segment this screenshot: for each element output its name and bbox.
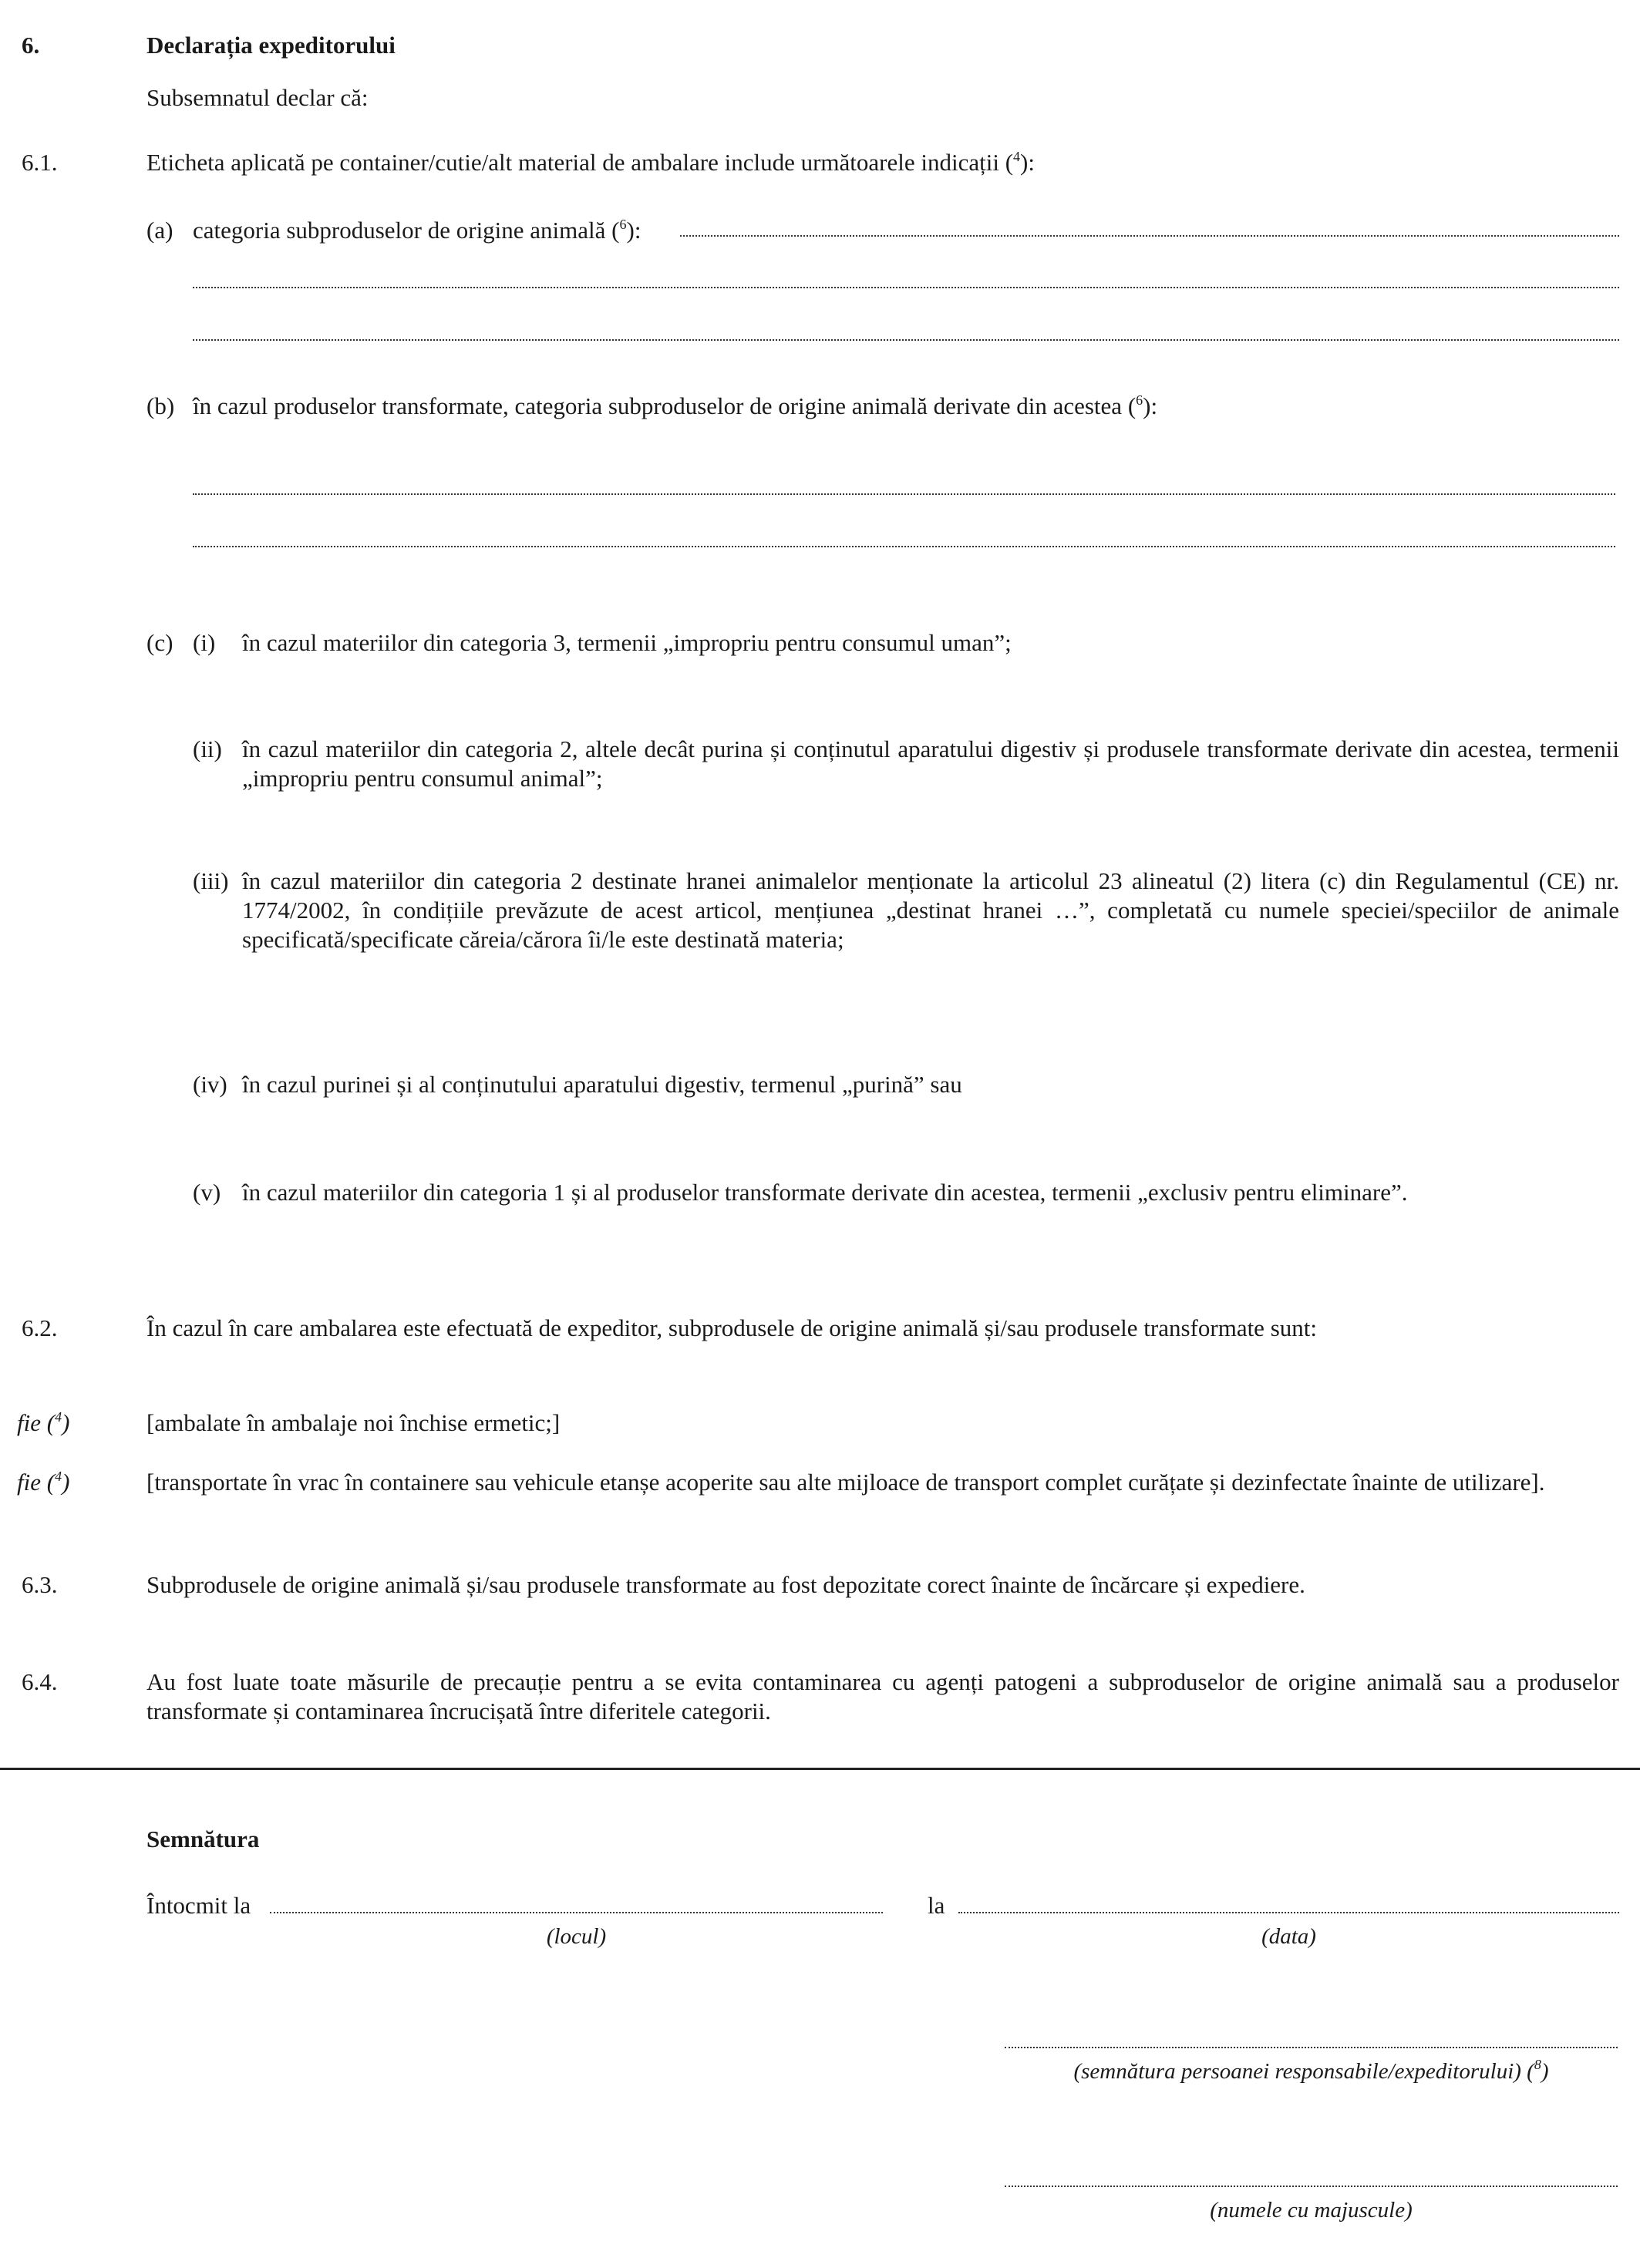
s62-option-label-text: fie (: [17, 1409, 56, 1436]
place-label: Întocmit la: [146, 1892, 251, 1919]
s61-b-footnote-ref: 6: [1136, 392, 1143, 408]
section-divider: [0, 1768, 1640, 1770]
s62-option-label-tail: ): [62, 1469, 70, 1496]
s61-b-label: (b): [146, 392, 175, 419]
s61-b-fill-line-2[interactable]: [193, 546, 1615, 547]
s64-text: Au fost luate toate măsurile de precauție pentru a se evita contaminarea cu agenți patogeni a subproduselor de origine animală sau a produselor transformate și contaminarea încrucișată între diferitele categorii.: [146, 1668, 1619, 1725]
s62-number: 6.2.: [22, 1314, 58, 1341]
signature-footnote-ref: 8: [1534, 2057, 1541, 2072]
s61-a-fill-line-1[interactable]: [680, 235, 1619, 237]
s61-c-item-text: în cazul materiilor din categoria 2, altele decât purina și conținutul aparatului digestiv și produsele transformate derivate din acestea, termenii „impropriu pentru consumul animal”;: [242, 735, 1619, 792]
s61-text-main: Eticheta aplicată pe container/cutie/alt material de ambalare include următoarele indicații (: [146, 149, 1014, 176]
s62-text: În cazul în care ambalarea este efectuată de expeditor, subprodusele de origine animală și/sau produsele transformate sunt:: [146, 1314, 1317, 1341]
s62-option-label-tail: ): [62, 1409, 70, 1436]
place-caption: (locul): [546, 1924, 607, 1949]
s61-c-item-label: (iii): [193, 867, 229, 894]
s61-a-text-tail: ):: [626, 217, 642, 244]
s63-number: 6.3.: [22, 1571, 58, 1598]
s61-number: 6.1.: [22, 149, 58, 176]
section-number: 6.: [22, 32, 40, 59]
s62-option-label-text: fie (: [17, 1469, 56, 1496]
date-field[interactable]: [958, 1912, 1619, 1913]
place-field[interactable]: [270, 1912, 883, 1913]
s62-option-text: [ambalate în ambalaje noi închise ermetic;]: [146, 1409, 561, 1436]
date-label: la: [928, 1892, 945, 1919]
s61-c-item-label: (ii): [193, 735, 222, 762]
signature-title: Semnătura: [146, 1826, 260, 1852]
s61-c-item-label: (v): [193, 1179, 221, 1206]
s62-option-text: [transportate în vrac în containere sau vehicule etanșe acoperite sau alte mijloace de transport complet curățate și dezinfectate înainte de utilizare].: [146, 1469, 1545, 1496]
signature-caption-tail: ): [1541, 2059, 1549, 2084]
s61-a-fill-line-2[interactable]: [193, 287, 1619, 288]
s62-option-label: [17, 1468, 69, 1497]
s61-a-footnote-ref: 6: [619, 217, 627, 232]
s62-option-footnote-ref: 4: [55, 1469, 62, 1484]
s61-c-item-text: în cazul materiilor din categoria 1 și al produselor transformate derivate din acestea, termenii „exclusiv pentru eliminare”.: [242, 1179, 1408, 1206]
s61-a-text-main: categoria subproduselor de origine animală (: [193, 217, 620, 244]
s61-c-item-text: în cazul materiilor din categoria 2 destinate hranei animalelor menționate la articolul 23 alineatul (2) litera (c) din Regulamentul (CE) nr. 1774/2002, în condițiile prevăzute de acest articol, mențiunea „destinat hranei …”, completată cu numele speciei/speciilor de animale specificată/specificate căreia/cărora îi/le este destinată materia;: [242, 867, 1619, 953]
s61-b-text-main: în cazul produselor transformate, categoria subproduselor de origine animală derivate din acestea (: [193, 392, 1137, 419]
s62-option-label: [17, 1408, 69, 1438]
section-intro: Subsemnatul declar că:: [146, 84, 369, 111]
s62-option-footnote-ref: 4: [55, 1409, 62, 1425]
s61-b-text: [193, 392, 1157, 421]
s61-b-text-tail: ):: [1143, 392, 1158, 419]
signature-field[interactable]: [1005, 2047, 1618, 2048]
s61-text-tail: ):: [1020, 149, 1035, 176]
s63-text: Subprodusele de origine animală și/sau produsele transformate au fost depozitate corect înainte de încărcare și expediere.: [146, 1571, 1305, 1598]
date-caption: (data): [1261, 1924, 1316, 1949]
section-title: Declarația expeditorului: [146, 32, 396, 59]
s61-a-label: (a): [146, 217, 173, 244]
s61-c-item-label: (i): [193, 629, 216, 656]
name-caption: (numele cu majuscule): [1210, 2198, 1413, 2223]
s64-number: 6.4.: [22, 1668, 58, 1695]
s61-c-item-text: în cazul purinei și al conținutului aparatului digestiv, termenul „purină” sau: [242, 1071, 962, 1098]
s61-footnote-ref: 4: [1013, 149, 1021, 164]
s61-c-item-text: în cazul materiilor din categoria 3, termenii „impropriu pentru consumul uman”;: [242, 629, 1012, 656]
s61-text: [146, 148, 1035, 177]
s61-c-item-label: (iv): [193, 1071, 227, 1098]
s61-c-label: (c): [146, 629, 173, 656]
s61-a-fill-line-3[interactable]: [193, 339, 1619, 341]
s61-a-text: [193, 216, 641, 245]
signature-caption: [1005, 2057, 1618, 2086]
signature-caption-text: (semnătura persoanei responsabile/expeditorului) (: [1073, 2059, 1534, 2084]
name-field[interactable]: [1005, 2186, 1618, 2187]
s61-b-fill-line-1[interactable]: [193, 493, 1615, 495]
